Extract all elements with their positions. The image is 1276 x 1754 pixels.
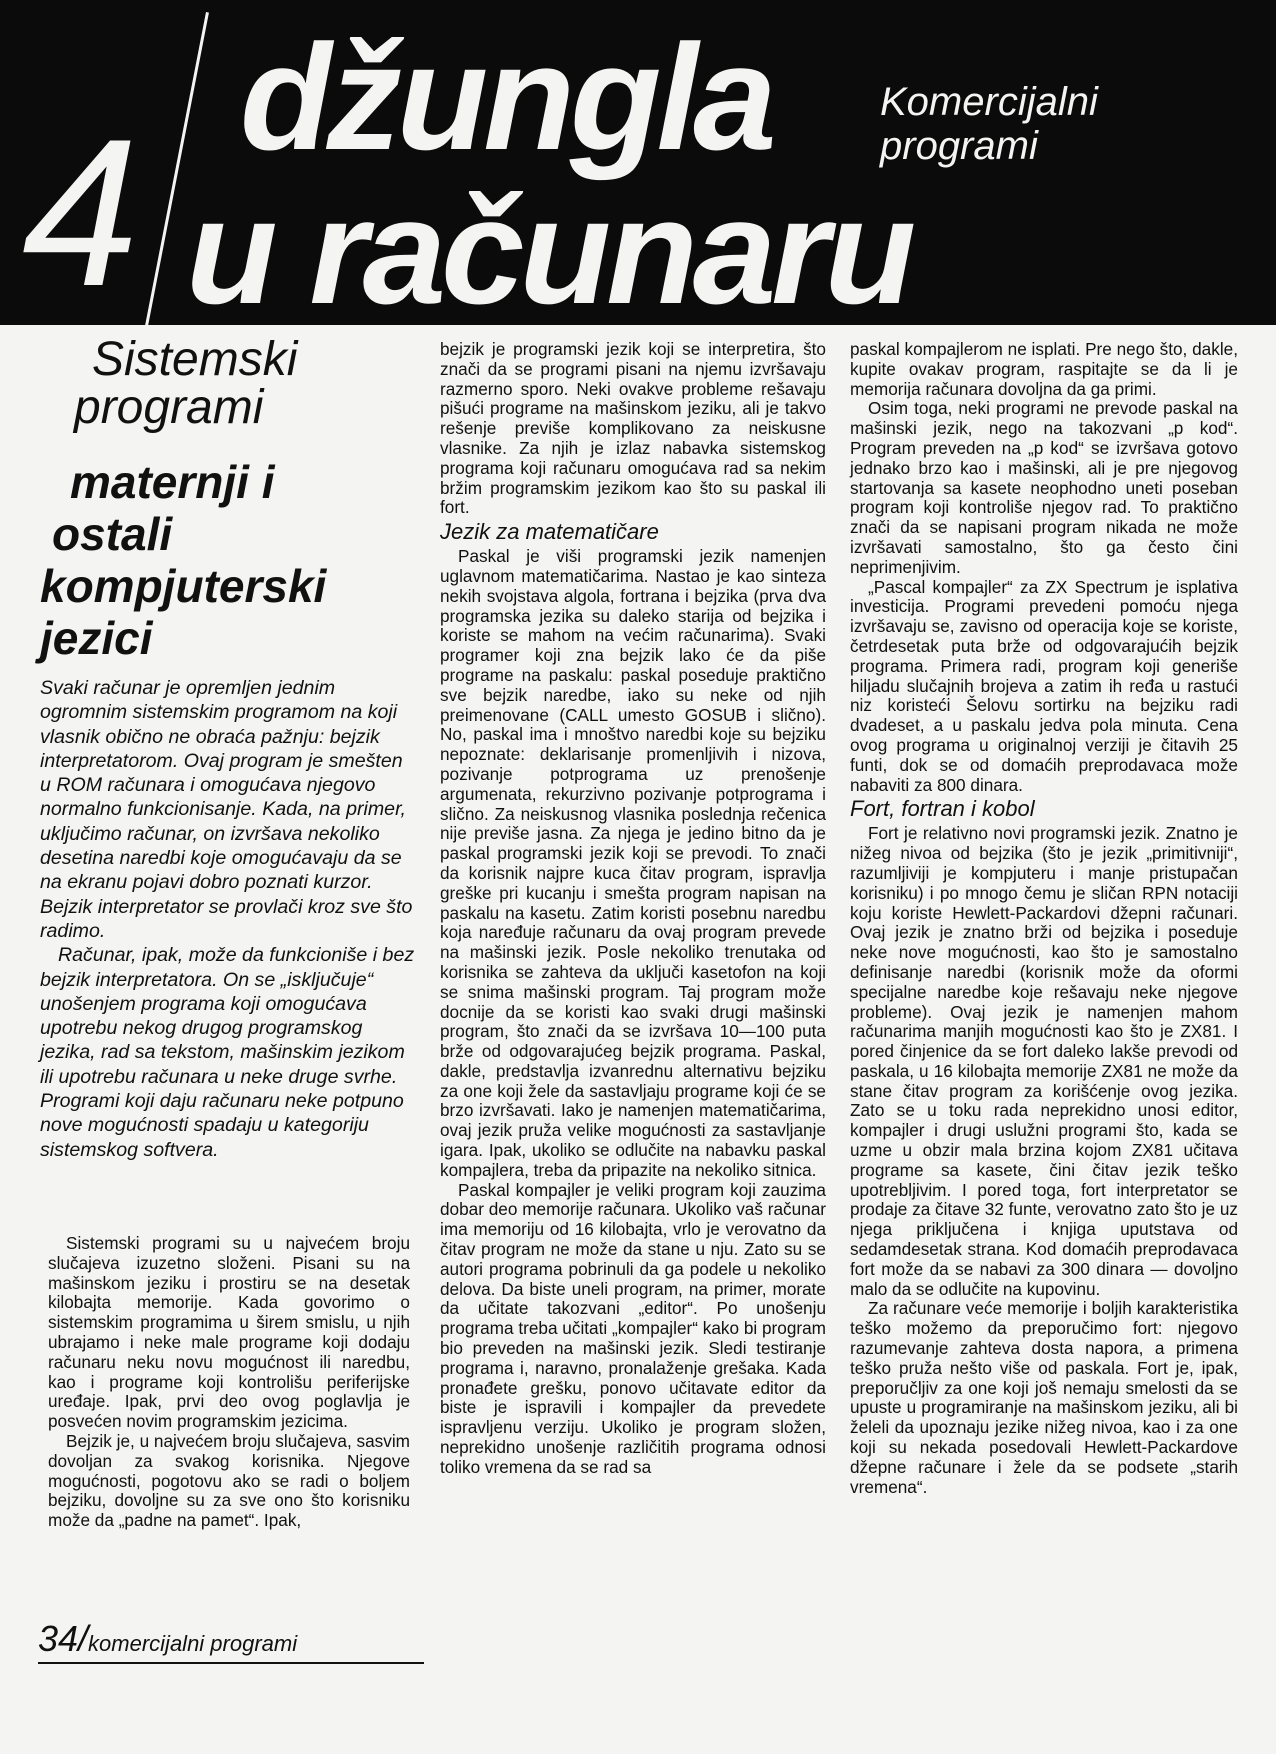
subheading-light (40, 333, 420, 434)
article-column-1 (48, 1234, 410, 1531)
chapter-number: 4 (22, 95, 135, 325)
body-paragraph: Paskal kompajler je veliki program koji zauzima dobar deo memorije računara. Ukoliko vaš računar ima memoriju od 16 kilobajta, vrlo je verovatno da čitav program ne može da stane u nju. Zato su se autori programa pobrinuli da ga podele u nekoliko delova. Da biste uneli program, na primer, morate da učitate takozvani „editor“. Po unošenju programa treba učitati „kompajler“ kako bi program bio preveden na mašinski jezik. Sledi testiranje programa i, naravno, pronalaženje grešaka. Kada pronađete grešku, ponovo učitavate editor da biste je ispravili i kompajler da prevedete ispravljenu verziju. Ukoliko je program složen, neprekidno unošenje različitih programa odnosi toliko vremena da se rad sa (440, 1179, 826, 1477)
subheading-bold (40, 456, 420, 664)
body-paragraph: Osim toga, neki programi ne prevode paskal na mašinski jezik, nego na takozvani „p kod“. Program preveden na „p kod“ se izvršava gotovo jednako brzo kao i mašinski, ali je pre njegovog startovanja sa kasete neophodno uneti poseban program koji kontroliše njegov rad. To praktično znači da se napisani program nikada ne može izvršavati samostalno, što ga često čini neprimenjivim. (850, 398, 1238, 577)
subheading-line-1: Sistemski (92, 333, 298, 386)
title-line-1: džungla (240, 13, 772, 181)
article-column-2 (440, 340, 826, 1478)
subheading-line-2: programi (74, 381, 264, 434)
title-banner (0, 0, 1276, 325)
subheading-line-3: maternji i (70, 456, 275, 508)
section-tag (880, 80, 1098, 168)
intro-lead (40, 676, 418, 1162)
section-heading-fort: Fort, fortran i kobol (850, 796, 1035, 822)
body-paragraph: „Pascal kompajler“ za ZX Spectrum je isplativa investicija. Programi prevedeni pomoću njega izvršavaju se, zavisno od operacija koje se koriste, četrdesetak puta brže od odgovarajućih bejzik programa. Primera radi, program koji generiše hiljadu slučajnih brojeva a zatim ih ređa u rastući niz koristeći Šelovu sortirku na bejziku radi dvadeset, a u paskalu jedva pola minuta. Cena ovog programa u originalnoj verziji je čitavih 25 funti, dok se od domaćih preprodavaca može nabaviti za 800 dinara. (850, 576, 1238, 795)
body-paragraph: Bejzik je, u najvećem broju slučajeva, sasvim dovoljan za svakog korisnika. Njegove mogućnosti, pogotovu ako se radi o boljem bejziku, dovoljne su za sve ono što korisniku može da „padne na pamet“. Ipak, (48, 1430, 410, 1531)
body-paragraph: bejzik je programski jezik koji se interpretira, što znači da se programi pisani na njemu izvršavaju razmerno sporo. Neki ovakve probleme rešavaju pišući programe na mašinskom jeziku, ali je takvo rešenje previše komplikovano za neiskusne vlasnike. Za njih je izlaz nabavka sistemskog programa koji računaru omogućava rad sa nekim bržim programskim jezikom kao što su paskal ili fort. (440, 339, 826, 518)
section-heading-math: Jezik za matematičare (440, 519, 659, 545)
article-column-3 (850, 340, 1238, 1497)
subheading-line-5: kompjuterski (40, 560, 327, 612)
intro-paragraph: Računar, ipak, može da funkcioniše i bez bejzik interpretatora. On se „isključuje“ unošenjem programa koji omogućava upotrebu nekog drugog programskog jezika, rad sa tekstom, mašinskim jezikom ili upotrebu računara u neke druge svrhe. Programi koji daju računaru neke potpuno nove mogućnosti spadaju u kategoriju sistemskog softvera. (40, 944, 415, 1161)
body-paragraph: Za računare veće memorije i boljih karakteristika teško možemo da preporučimo fort: njegovo razumevanje zahteva dosta napora, a primena teško pruža nešto više od paskala. Fort je, ipak, preporučljiv za one koji još nemaju smelosti da se upuste u programiranje na mašinskom jeziku, ali bi želeli da upoznaju jezike nižeg nivoa, kao i za one koji su nekada posedovali Hewlett-Packardove džepne računare i žele da se podsete „starih vremena“. (850, 1298, 1238, 1497)
footer-section-label: komercijalni programi (88, 1631, 298, 1656)
title-line-2: u računaru (186, 167, 912, 325)
footer-rule (38, 1662, 424, 1664)
subheading-line-4: ostali (52, 508, 173, 560)
section-tag-line-1: Komercijalni (880, 80, 1098, 124)
body-paragraph: Fort je relativno novi programski jezik. Znatno je nižeg nivoa od bejzika (što je jezik „primitivniji“, razumljiviji je kompjuteru i manje pristupačan korisniku) i po mnogo čemu je sličan RPN notaciji koju koriste Hewlett-Packardovi džepni računari. Ovaj jezik je znatno brži od bejzika i poseduje neke nove mogućnosti, kao što je samostalno definisanje naredbi (korisnik može da oformi specijalne naredbe koje rešavaju neke njegove probleme). Ovaj jezik je namenjen mahom računarima manjih mogućnosti kao što je ZX81. I pored činjenice da se fort daleko lakše prevodi od paskala, u 16 kilobajta memorije ZX81 ne može da stane čitav program za korišćenje ovog jezika. Zato se u toku rada neprekidno unosi editor, kompajler i drugi uslužni programi što, kada se uzme u obzir mala brzina kojom ZX81 učitava programe sa kasete, čini čitav jezik teško upotrebljivim. I pored toga, fort interpretator se prodaje za čitave 32 funte, verovatno zato što je uz njega priključena i knjiga uputstava od sedamdesetak strana. Kod domaćih preprodavaca fort može da se nabavi za 300 dinara — dovoljno malo da se odlučite na kupovinu. (850, 823, 1238, 1299)
intro-paragraph: Svaki računar je opremljen jednim ogromnim sistemskim programom na koji vlasnik obično ne obraća pažnju: bejzik interpretatorom. Ovaj program je smešten u ROM računara i omogućava njegovo normalno funkcionisanje. Kada, na primer, uključimo računar, on izvršava nekoliko desetina naredbi koje omogućavaju da se na ekranu pojavi dobro poznati kurzor. Bejzik interpretator se provlači kroz sve što radimo. (40, 677, 413, 942)
body-paragraph: Paskal je viši programski jezik namenjen uglavnom matematičarima. Nastao je kao sinteza nekih svojstava algola, fortrana i bejzika (prva dva programska jezika su daleko starija od bejzika i koriste se mahom na većim računarima). Svaki programer koji zna bejzik lako će da piše programe na paskalu: paskal poseduje praktično sve bejzik naredbe, iako su neke od njih preimenovane (CALL umesto GOSUB i slično). No, paskal ima i mnoštvo naredbi koje su bejziku nepoznate: deklarisanje promenljivih i nizova, pozivanje potprograma uz prenošenje argumenata, rekurzivno pozivanje potprograma i slično. Za neiskusnog vlasnika poslednja rečenica nije previše jasna. Za njega je jedino bitno da je paskal programski jezik koji se prevodi. To znači da korisnik najpre kuca čitav program, ispravlja greške pri kucanju i smešta program napisan na paskalu na kasetu. Zatim koristi posebnu naredbu koja naređuje računaru da ovaj program prevede na mašinski jezik. Posle nekoliko trenutaka od korisnika se zahteva da uključi kasetofon na koji se snima mašinski program. Taj program može docnije da se koristi kao svaki drugi mašinski program, što znači da se izvršava 10—100 puta brže od odgovarajućeg bejzik programa. Paskal, dakle, predstavlja izvanrednu alternativu bejziku za one koji žele da sastavljaju programe koji će se brzo izvršavati. Iako je namenjen matematičarima, ovaj jezik pruža velike mogućnosti za sastavljanje igara. Ipak, ukoliko se odlučite na nabavku paskal kompajlera, treba da pripazite na nekoliko sitnica. (440, 546, 826, 1180)
body-paragraph: paskal kompajlerom ne isplati. Pre nego što, dakle, kupite ovakav program, raspitajte se da li je memorija računara dovoljna da ga primi. (850, 339, 1238, 399)
section-tag-line-2: programi (880, 124, 1038, 168)
subheading-line-6: jezici (40, 612, 153, 664)
page-number: 34/ (38, 1618, 89, 1659)
body-paragraph: Sistemski programi su u najvećem broju slučajeva izuzetno složeni. Pisani su na mašinskom jeziku i prostiru se na desetak kilobajta memorije. Kada govorimo o sistemskim programima u širem smislu, u njih ubrajamo i neke male programe koji dodaju računaru neku novu mogućnost ili naredbu, kao i programe koji kontrolišu periferijske uređaje. Ipak, prvi deo ovog poglavlja je posvećen novim programskim jezicima. (48, 1233, 410, 1432)
page-footer (38, 1618, 297, 1660)
